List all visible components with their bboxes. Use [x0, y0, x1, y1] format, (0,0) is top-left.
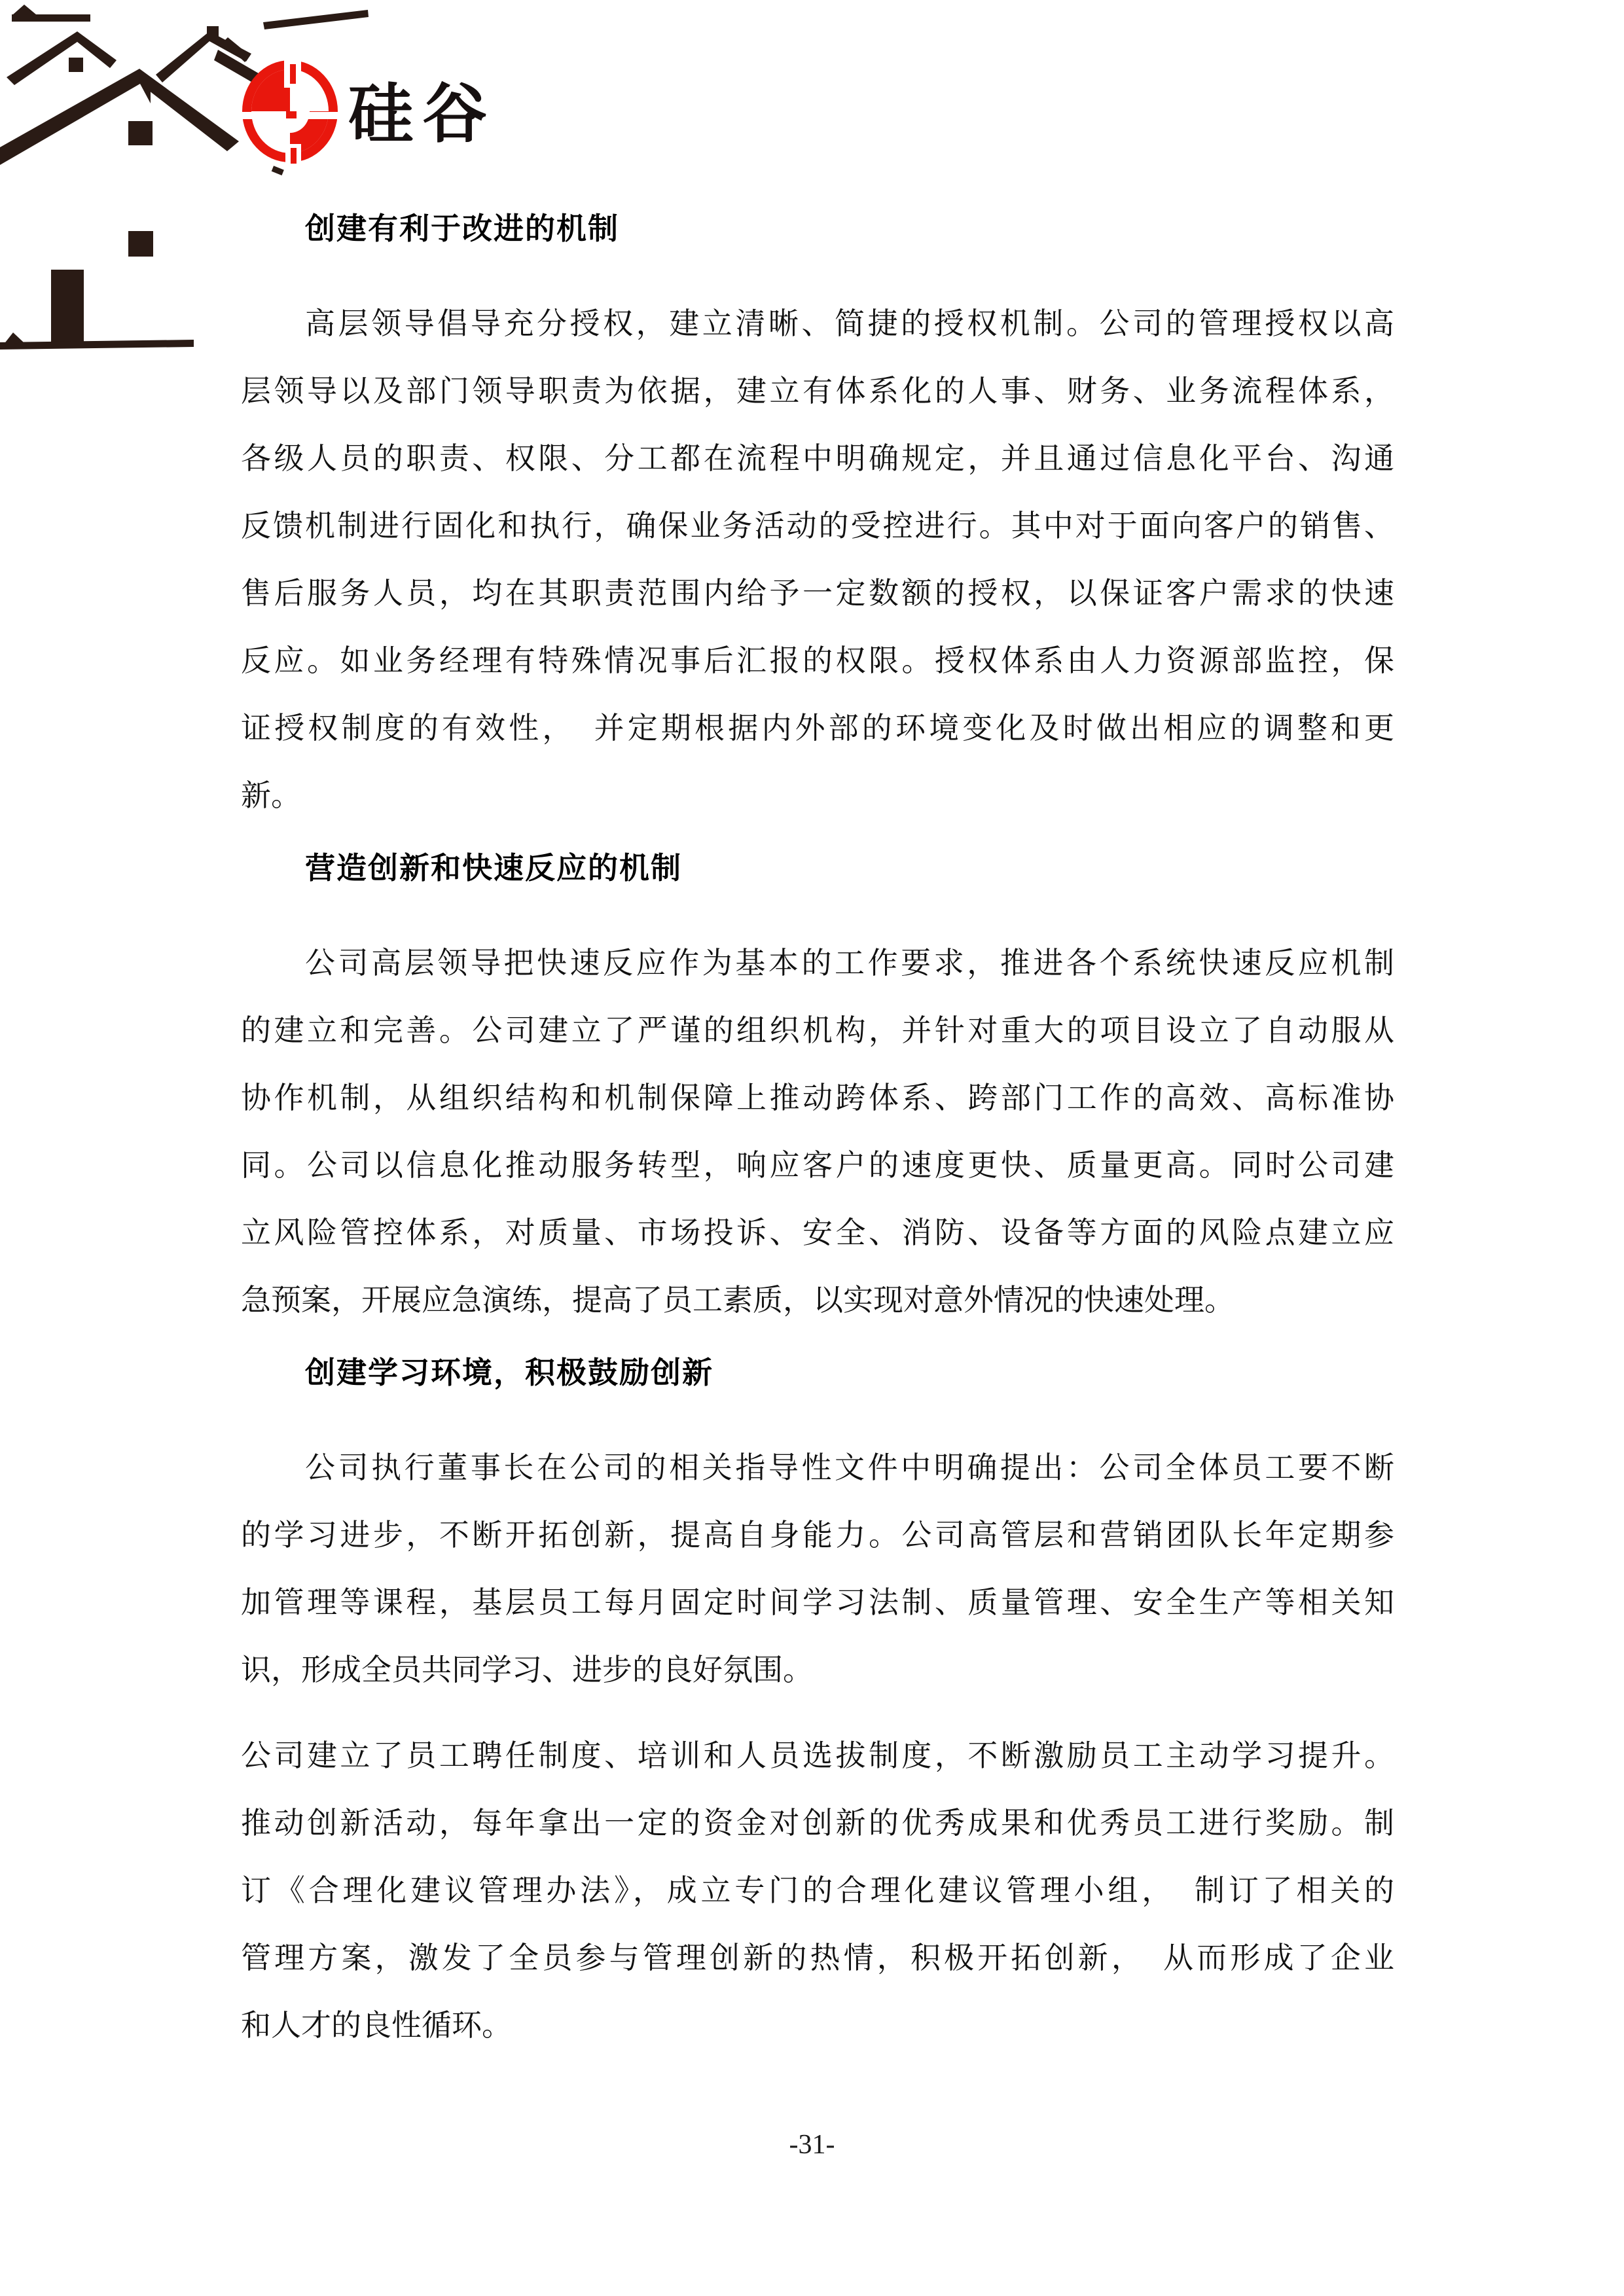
text-line: 的学习进步，不断开拓创新，提高自身能力。公司高管层和营销团队长年定期参 [241, 1518, 1394, 1552]
page-number: -31- [789, 2130, 835, 2160]
text-line: 急预案，开展应急演练，提高了员工素质，以实现对意外情况的快速处理。 [241, 1283, 1235, 1317]
text-line: 高层领导倡导充分授权，建立清晰、简捷的授权机制。公司的管理授权以高 [305, 307, 1394, 340]
section-heading: 营造创新和快速反应的机制 [305, 851, 682, 885]
text-line: 同。公司以信息化推动服务转型，响应客户的速度更快、质量更高。同时公司建 [241, 1149, 1394, 1182]
text-line: 售后服务人员，均在其职责范围内给予一定数额的授权，以保证客户需求的快速 [241, 577, 1394, 610]
paragraph [241, 1722, 1394, 2059]
text-line: 加管理等课程，基层员工每月固定时间学习法制、质量管理、安全生产等相关知 [241, 1586, 1394, 1619]
paragraph [241, 290, 1394, 829]
text-line: 订《合理化建议管理办法》，成立专门的合理化建议管理小组， 制订了相关的 [241, 1874, 1394, 1907]
text-line: 公司建立了员工聘任制度、培训和人员选拔制度，不断激励员工主动学习提升。 [241, 1739, 1394, 1772]
text-line: 识，形成全员共同学习、进步的良好氛围。 [241, 1653, 813, 1687]
text-line: 协作机制，从组织结构和机制保障上推动跨体系、跨部门工作的高效、高标准协 [241, 1081, 1394, 1115]
text-line: 公司高层领导把快速反应作为基本的工作要求，推进各个系统快速反应机制 [305, 946, 1394, 980]
paragraph [241, 1434, 1394, 1704]
text-line: 证授权制度的有效性， 并定期根据内外部的环境变化及时做出相应的调整和更 [241, 711, 1394, 745]
document-body [241, 0, 1394, 2059]
text-line: 各级人员的职责、权限、分工都在流程中明确规定，并且通过信息化平台、沟通 [241, 442, 1394, 475]
logo-brand-text: 硅谷 [348, 77, 496, 150]
text-line: 和人才的良性循环。 [241, 2009, 512, 2042]
text-line: 的建立和完善。公司建立了严谨的组织机构，并针对重大的项目设立了自动服从 [241, 1014, 1394, 1047]
section-heading: 创建有利于改进的机制 [305, 211, 619, 245]
section-heading: 创建学习环境，积极鼓励创新 [305, 1355, 713, 1390]
text-line: 新。 [241, 779, 301, 812]
text-line: 推动创新活动，每年拿出一定的资金对创新的优秀成果和优秀员工进行奖励。制 [241, 1806, 1394, 1840]
text-line: 反应。如业务经理有特殊情况事后汇报的权限。授权体系由人力资源部监控，保 [241, 644, 1394, 677]
text-line: 层领导以及部门领导职责为依据，建立有体系化的人事、财务、业务流程体系， [241, 374, 1394, 408]
text-line: 管理方案，激发了全员参与管理创新的热情，积极开拓创新， 从而形成了企业 [241, 1941, 1394, 1975]
text-line: 公司执行董事长在公司的相关指导性文件中明确提出：公司全体员工要不断 [305, 1451, 1394, 1484]
paragraph [241, 929, 1394, 1334]
text-line: 立风险管控体系，对质量、市场投诉、安全、消防、设备等方面的风险点建立应 [241, 1216, 1394, 1249]
text-line: 反馈机制进行固化和执行，确保业务活动的受控进行。其中对于面向客户的销售、 [241, 509, 1394, 543]
